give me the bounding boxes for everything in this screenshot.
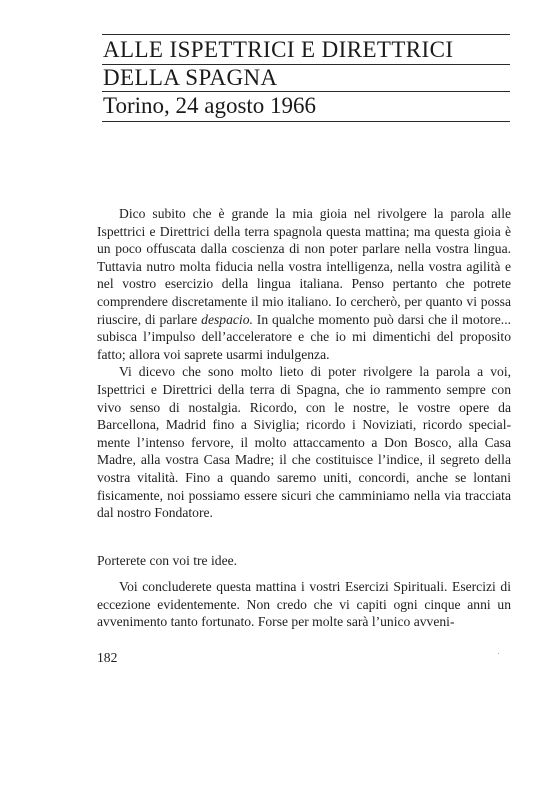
top-rule [102,34,510,35]
paragraph-1-emphasis: despacio. [201,311,253,327]
paragraph-1-after: In qualche momento può darsi che il motore... subisca l’impulso dell’acceleratore e che io mi dimentichi del proposito fatto; allora voi saprete usarmi indulgenza. [97,311,511,362]
title-line-2: DELLA SPAGNA [103,65,278,90]
paragraph-3: Voi concluderete questa mattina i vostri Esercizi Spirituali. Esercizi di eccezione evidentemente. Non credo che vi capiti ogni cinque anni un avvenimento tanto fortunato. Forse per molte sarà l’unico avveni- [97,579,511,630]
date-line: Torino, 24 agosto 1966 [103,93,317,118]
paragraph-1-before: Dico subito che è grande la mia gioia nel rivolgere la parola alle Ispettrici e Direttrici della terra spagnola questa mattina; ma questa gioia è un poco offuscata dalla coscienza di non poter parlare nella vostra lingua. Tuttavia nutro molta fiducia nella vostra intelligenza, nella vostra agilità e nel vostro esercizio della lingua italiana. Penso pertanto che potrete comprendere discretamente il mio italiano. Io cercherò, per quanto vi possa riuscire, di parlare [97,206,511,327]
paragraph-1 [97,205,511,363]
title-line-1: ALLE ISPETTRICI E DIRETTRICI [103,37,454,62]
body-text [97,205,511,522]
title-bottom-rule [102,91,510,92]
scan-speck [498,653,499,654]
paragraph-2: Vi dicevo che sono molto lieto di poter rivolgere la parola a voi, Ispettrici e Direttrici della terra di Spagna, che io rammento sempre con vivo senso di nostalgia. Ricordo, con le nostre, le vostre opere da Barcellona, Madrid fino a Siviglia; ricordo i Noviziati, ricordo specialmente l’intenso fervore, il molto attaccamento a Don Bosco, alla Casa Madre, alla vostra Casa Madre; il che costituisce l’indice, il segreto della vostra vitalità. Fino a quando saremo uniti, concordi, anche se lontani fisicamente, noi possiamo essere sicuri che camminiamo nella via tracciata dal nostro Fondatore. [97,364,511,521]
date-bottom-rule [102,121,510,122]
section-heading: Porterete con voi tre idee. [97,553,238,568]
page-number: 182 [97,650,118,665]
body-text-continued [97,578,511,631]
